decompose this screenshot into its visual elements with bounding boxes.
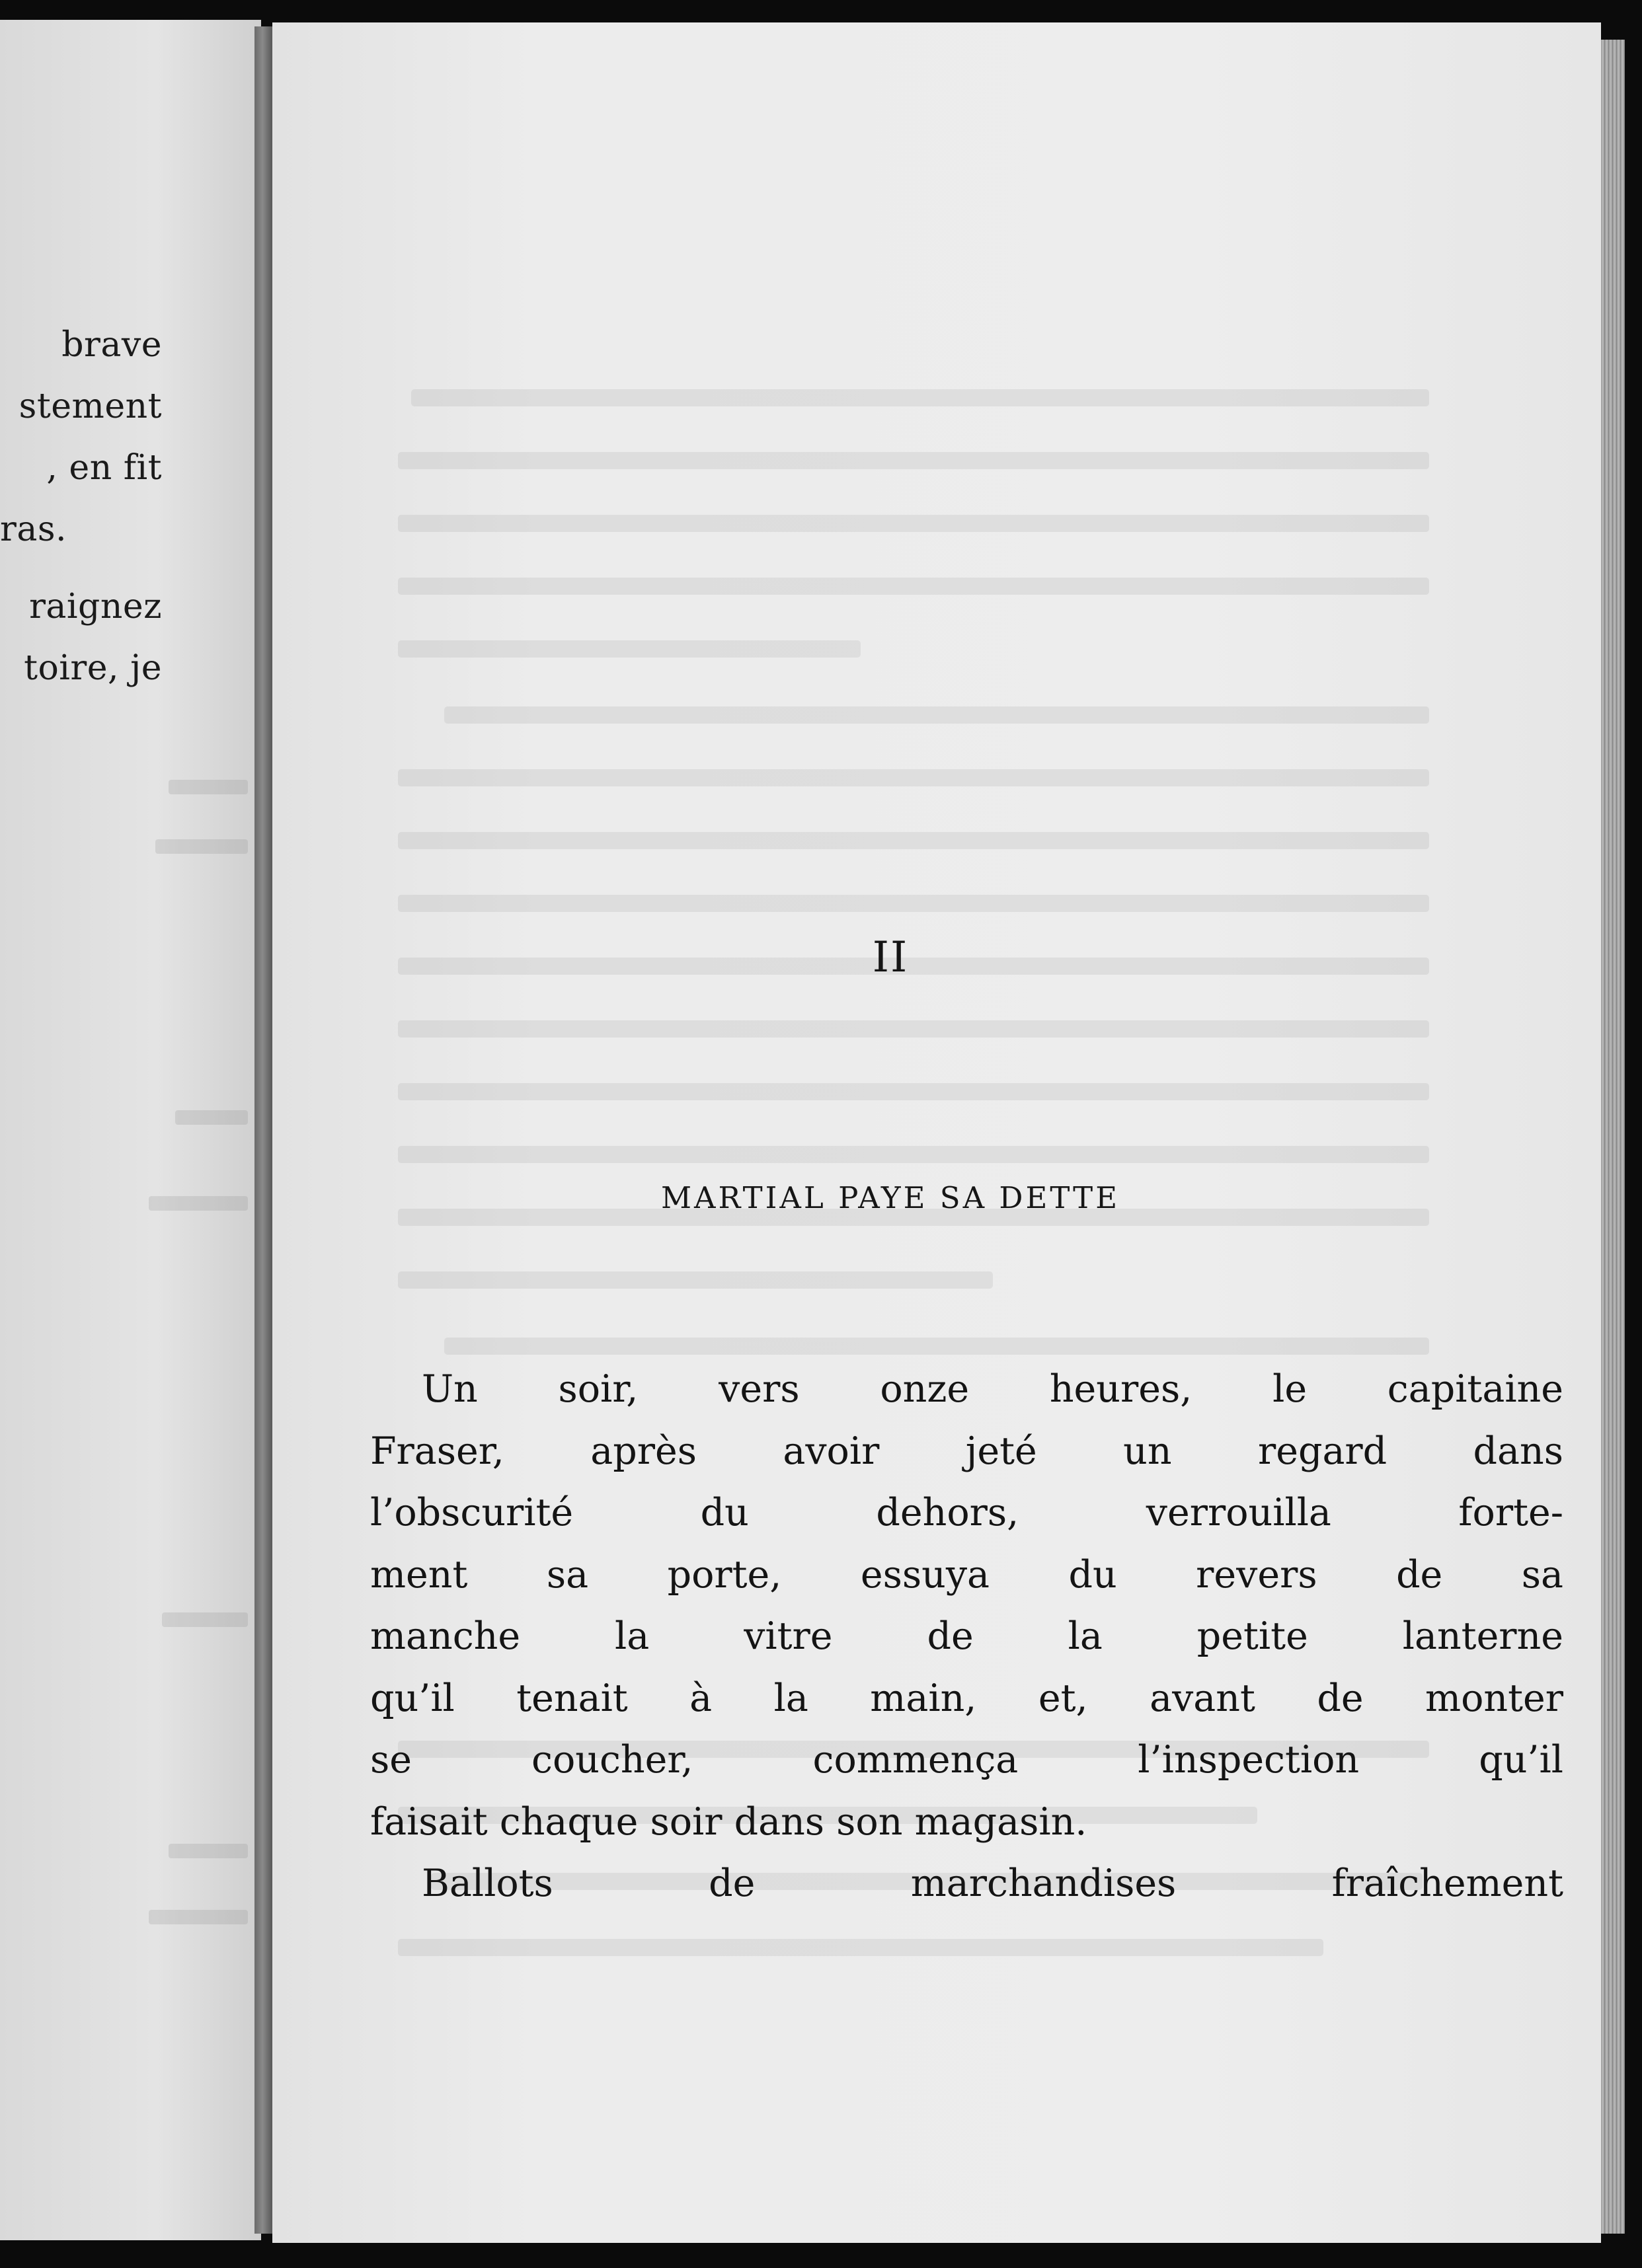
left-page-fragment: brave [61, 325, 162, 365]
text-line: Un soir, vers onze heures, le capitaine [422, 1367, 1563, 1411]
text-line: faisait chaque soir dans son magasin. [370, 1799, 1087, 1844]
book-gutter [254, 26, 274, 2234]
left-page-fragment: , en fit [46, 448, 162, 488]
text-line: se coucher, commença l’inspection qu’il [370, 1738, 1563, 1782]
text-line: ment sa porte, essuya du revers de sa [370, 1552, 1563, 1597]
chapter-title: MARTIAL PAYE SA DETTE [660, 1180, 1120, 1215]
text-line: l’obscurité du dehors, verrouilla forte- [370, 1491, 1563, 1534]
left-page-fragment: ras. [0, 510, 67, 549]
left-page-fragment: stement [19, 387, 162, 426]
text-line: manche la vitre de la petite lanterne [370, 1614, 1563, 1658]
page-edges [1601, 40, 1625, 2234]
text-line: Ballots de marchandises fraîchement [422, 1862, 1563, 1905]
body-text [370, 1359, 1563, 1915]
left-page [0, 20, 261, 2240]
text-line: qu’il tenait à la main, et, avant de monter [370, 1676, 1563, 1720]
right-page [272, 22, 1601, 2243]
left-page-fragment: raignez [29, 587, 162, 626]
left-page-fragment: toire, je [24, 648, 162, 688]
paragraph [370, 1359, 1563, 1853]
text-line: Fraser, après avoir jeté un regard dans [370, 1429, 1563, 1473]
paragraph [370, 1853, 1563, 1915]
chapter-number: II [872, 933, 909, 982]
